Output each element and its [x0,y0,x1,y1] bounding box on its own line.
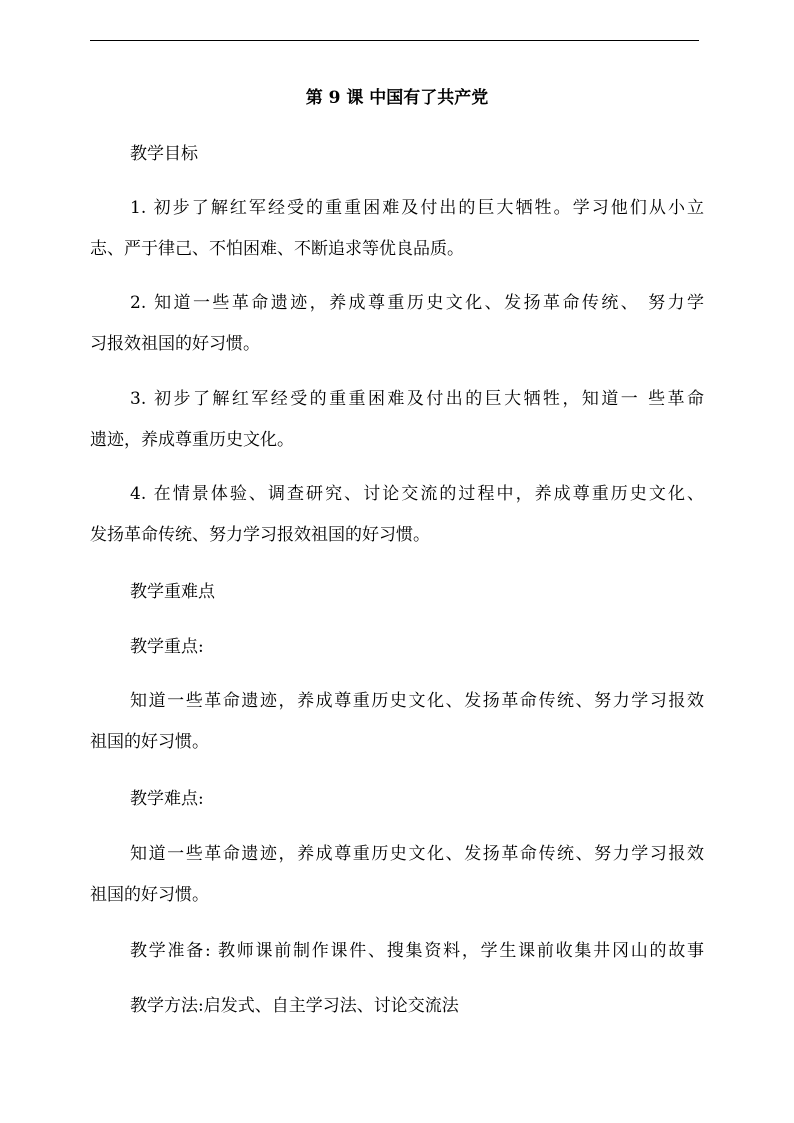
difficult-point-line-1: 知道一些革命遗迹，养成尊重历史文化、发扬革命传统、努力学习报效 [130,844,704,864]
objectives-heading: 教学目标 [130,144,198,164]
objective-3-line-1: 3. 初步了解红军经受的重重困难及付出的巨大牺牲，知道一 些革命 [130,389,704,409]
objective-3-line-2: 遗迹，养成尊重历史文化。 [90,430,294,450]
lesson-title: 第 9 课 中国有了共产党 [305,88,489,108]
teaching-methods: 教学方法:启发式、自主学习法、讨论交流法 [130,996,459,1016]
key-point-line-1: 知道一些革命遗迹，养成尊重历史文化、发扬革命传统、努力学习报效 [130,691,704,711]
key-point-heading: 教学重点: [130,637,204,657]
key-difficult-heading: 教学重难点 [130,582,215,602]
objective-4-line-2: 发扬革命传统、努力学习报效祖国的好习惯。 [90,525,430,545]
key-point-line-2: 祖国的好习惯。 [90,732,209,752]
teaching-preparation: 教学准备: 教师课前制作课件、搜集资料，学生课前收集井冈山的故事 [130,941,704,961]
objective-4-line-1: 4. 在情景体验、调查研究、讨论交流的过程中，养成尊重历史文化、 [130,484,704,504]
difficult-point-line-2: 祖国的好习惯。 [90,885,209,905]
difficult-point-heading: 教学难点: [130,789,204,809]
objective-2-line-1: 2. 知道一些革命遗迹，养成尊重历史文化、发扬革命传统、 努力学 [130,293,704,313]
objective-2-line-2: 习报效祖国的好习惯。 [90,334,260,354]
header-rule [90,40,699,41]
objective-1-line-2: 志、严于律己、不怕困难、不断追求等优良品质。 [90,239,464,259]
objective-1-line-1: 1. 初步了解红军经受的重重困难及付出的巨大牺牲。学习他们从小立 [130,198,704,218]
